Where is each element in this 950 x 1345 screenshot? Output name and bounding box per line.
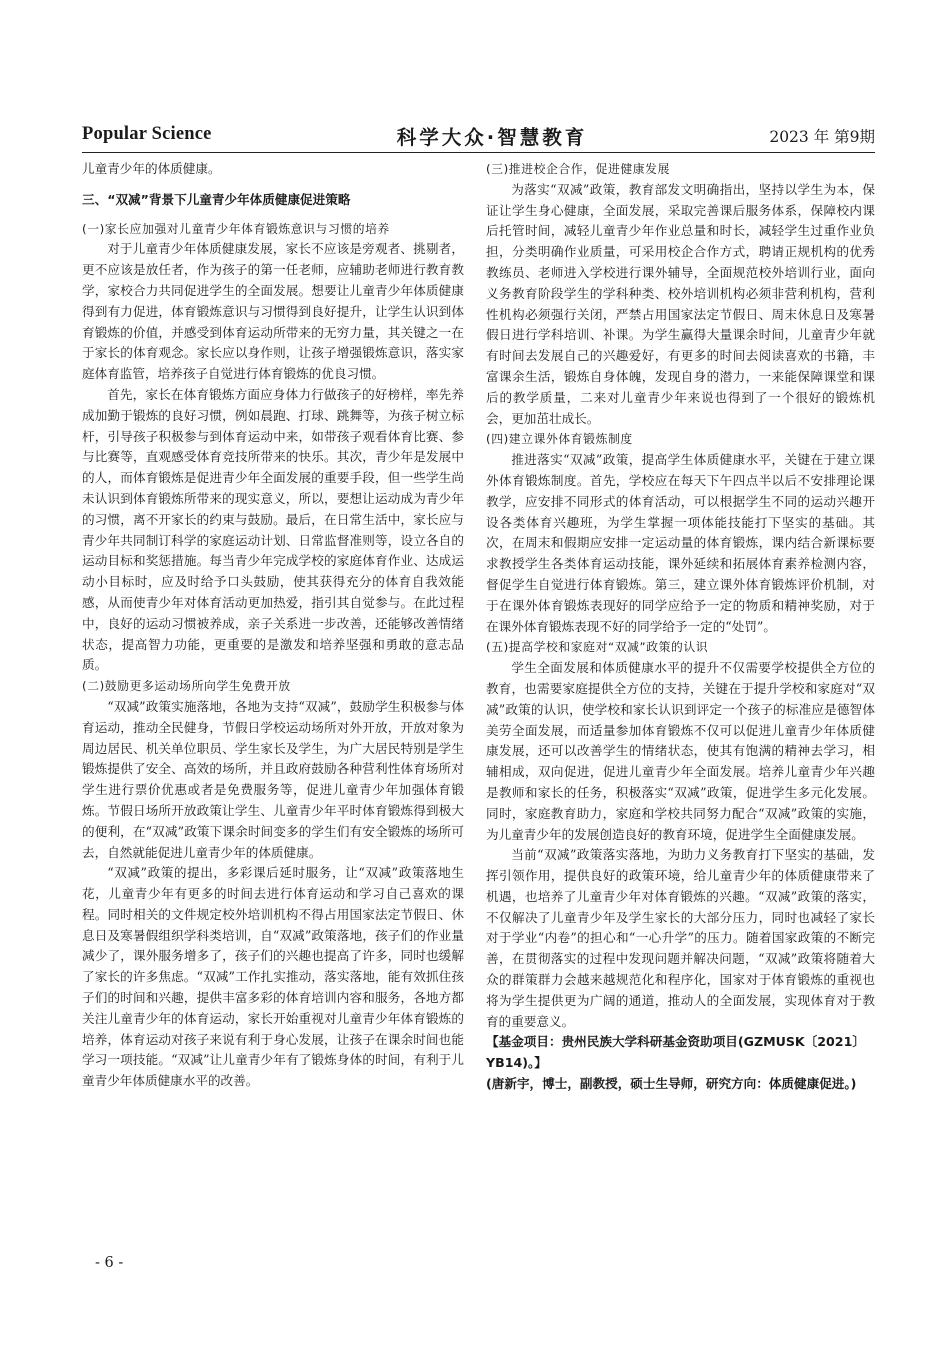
section-heading: 三、“双减”背景下儿童青少年体质健康促进策略 bbox=[82, 191, 351, 207]
fund-note: 【基金项目：贵州民族大学科研基金资助项目(GZMUSK〔2021〕YB14)。】 bbox=[486, 1034, 865, 1071]
subsection-heading: (五)提高学校和家庭对“双减”政策的认识 bbox=[486, 640, 709, 655]
paragraph: 推进落实“双减”政策，提高学生体质健康水平，关键在于建立课外体育锻炼制度。首先，学校应在每天下午四点半以后不安排理论课教学，应安排不同形式的体育活动，可以根据学生不同的运动兴趣开设各类体育兴趣班，为学生掌握一项体能技能打下坚实的基础。其次，在周末和假期应安排一定运动量的体育锻炼，课内结合新课标要求教授学生各类体育运动技能，课外延续和拓展体育素养检测内容，督促学生自觉进行体育锻炼。第三，建立课外体育锻炼评价机制，对于在课外体育锻炼表现好的同学应给予一定的物质和精神奖励，对于在课外体育锻炼表现不好的同学给予一定的“处罚”。 bbox=[486, 452, 875, 634]
page-header bbox=[82, 122, 875, 152]
issue-info: 2023 年 第9期 bbox=[769, 128, 875, 146]
right-column bbox=[486, 159, 875, 1095]
page-number: - 6 - bbox=[95, 1255, 124, 1271]
journal-name-chinese: 科学大众·智慧教育 bbox=[396, 126, 588, 149]
paragraph: “双减”政策的提出，多彩课后延时服务，让“双减”政策落地生花，儿童青少年有更多的时间去进行体育运动和学习自己喜欢的课程。同时相关的文件规定校外培训机构不得占用国家法定节假日、休息日及寒暑假组织学科类培训，自“双减”政策落地，孩子们的作业量减少了，课外服务增多了，孩子们的兴趣也提高了许多，同时也缓解了家长的许多焦虑。“双减”工作扎实推动，落实落地，能有效抓住孩子们的时间和兴趣，提供丰富多彩的体育培训内容和服务，各地方都关注儿童青少年的体育运动，家长开始重视对儿童青少年体育锻炼的培养，体育运动对孩子来说有利于身心发展，让孩子在课余时间也能学习一项技能。“双减”让儿童青少年有了锻炼身体的时间，有利于儿童青少年体质健康水平的改善。 bbox=[82, 865, 464, 1089]
paragraph: 学生全面发展和体质健康水平的提升不仅需要学校提供全方位的教育，也需要家庭提供全方位的支持，关键在于提升学校和家庭对“双减”政策的认识，使学校和家长认识到评定一个孩子的标准应是德智体美劳全面发展，而适量参加体育锻炼不仅可以促进儿童青少年体质健康发展，还可以改善学生的情绪状态，使其有饱满的精神去学习，相辅相成，双向促进，促进儿童青少年全面发展。培养儿童青少年兴趣是教师和家长的任务，积极落实“双减”政策，促进学生多元化发展。同时，家庭教育助力，家庭和学校共同努力配合“双减”政策的实施，为儿童青少年的发展创造良好的教育环境，促进学生全面健康发展。 bbox=[486, 660, 875, 842]
paragraph: 首先，家长在体育锻炼方面应身体力行做孩子的好榜样，率先养成加勤于锻炼的良好习惯，例如晨跑、打球、跳舞等，为孩子树立标杆，引导孩子积极参与到体育运动中来，如带孩子观看体育比赛、参与比赛等，直观感受体育竞技所带来的快乐。其次，青少年是发展中的人，而体育锻炼是促进青少年全面发展的重要手段，但一些学生尚未认识到体育锻炼所带来的现实意义，所以，要想让运动成为青少年的习惯，离不开家长的约束与鼓励。最后，在日常生活中，家长应与青少年共同制订科学的家庭运动计划、日常监督准则等，设立各自的运动目标和奖惩措施。每当青少年完成学校的家庭体育作业、达成运动小目标时，应及时给予口头鼓励，使其获得充分的体育自我效能感，从而使青少年对体育活动更加热爱，指引其自觉参与。在此过程中，良好的运动习惯被养成，亲子关系进一步改善，还能够改善情绪状态，提高智力功能，更重要的是激发和培养坚强和勇敢的意志品质。 bbox=[82, 386, 464, 673]
subsection-heading: (四)建立课外体育锻炼制度 bbox=[486, 432, 633, 447]
subsection-heading: (二)鼓励更多运动场所向学生免费开放 bbox=[82, 679, 291, 694]
paragraph: “双减”政策实施落地，各地为支持“双减”，鼓励学生积极参与体育运动，推动全民健身，节假日学校运动场所对外开放，开放对象为周边居民、机关单位职员、学生家长及学生，为广大居民特别是学生锻炼提供了安全、高效的场所，并且政府鼓励各种营利性体育场所对学生进行票价优惠或者是免费服务等，促进儿童青少年加强体育锻炼。节假日场所开放政策让学生、儿童青少年平时体育锻炼得到极大的便利，在“双减”政策下课余时间变多的学生们有安全锻炼的场所可去，自然就能促进儿童青少年的体质健康。 bbox=[82, 698, 464, 860]
author-note: (唐新宇，博士，副教授，硕士生导师，研究方向：体质健康促进。) bbox=[486, 1076, 857, 1092]
left-column bbox=[82, 159, 464, 1092]
subsection-heading: (三)推进校企合作，促进健康发展 bbox=[486, 162, 670, 176]
journal-name-english: Popular Science bbox=[82, 124, 212, 144]
paragraph: 对于儿童青少年体质健康发展，家长不应该是旁观者、挑剔者，更不应该是放任者，作为孩子的第一任老师，应辅助老师进行教育教学，家校合力共同促进学生的全面发展。想要让儿童青少年体质健康得到有力促进，体育锻炼意识与习惯得到良好提升，让学生认识到体育锻炼的价值，并感受到体育运动所带来的无穷力量，其关键之一在于家长的体育观念。家长应以身作则，让孩子增强锻炼意识，落实家庭体育监管，培养孩子自觉进行体育锻炼的优良习惯。 bbox=[82, 241, 464, 382]
paragraph: 当前“双减”政策落实落地，为助力义务教育打下坚实的基础，发挥引领作用，提供良好的政策环境，给儿童青少年的体质健康带来了机遇，也培养了儿童青少年对体育锻炼的兴趣。“双减”政策的落实，不仅解决了儿童青少年及学生家长的大部分压力，同时也减轻了家长对于学业“内卷”的担心和“一心升学”的压力。随着国家政策的不断完善，在贯彻落实的过程中发现问题并解决问题，“双减”政策将随着大众的群策群力会越来越规范化和程序化，国家对于体育锻炼的重视也将为学生提供更为广阔的通道，推动人的全面发展，实现体育对于教育的重要意义。 bbox=[486, 847, 875, 1029]
subsection-heading: (一)家长应加强对儿童青少年体育锻炼意识与习惯的培养 bbox=[82, 221, 390, 236]
header-rule bbox=[82, 152, 875, 153]
paragraph: 为落实“双减”政策，教育部发文明确指出，坚持以学生为本，保证让学生身心健康，全面发展，采取完善课后服务体系，保障校内课后托管时间，减轻儿童青少年作业总量和时长，减轻学生过重作业负担，分类明确作业质量，可采用校企合作方式，聘请正规机构的优秀教练员、老师进入学校进行课外辅导，全面规范校外培训行业，面向义务教育阶段学生的学科种类、校外培训机构必须非营利机构，营利性机构必须强行关闭，严禁占用国家法定节假日、周末休息日及寒暑假日进行学科培训、补课。为学生赢得大量课余时间，儿童青少年就有时间去发展自己的兴趣爱好，有更多的时间去阅读喜欢的书籍，丰富课余生活，锻炼自身体魄，发现自身的潜力，一来能保障课堂和课后的教学质量，二来对儿童青少年来说也得到了一个很好的锻炼机会，更加茁壮成长。 bbox=[486, 181, 875, 426]
paragraph-continued: 儿童青少年的体质健康。 bbox=[82, 161, 221, 176]
